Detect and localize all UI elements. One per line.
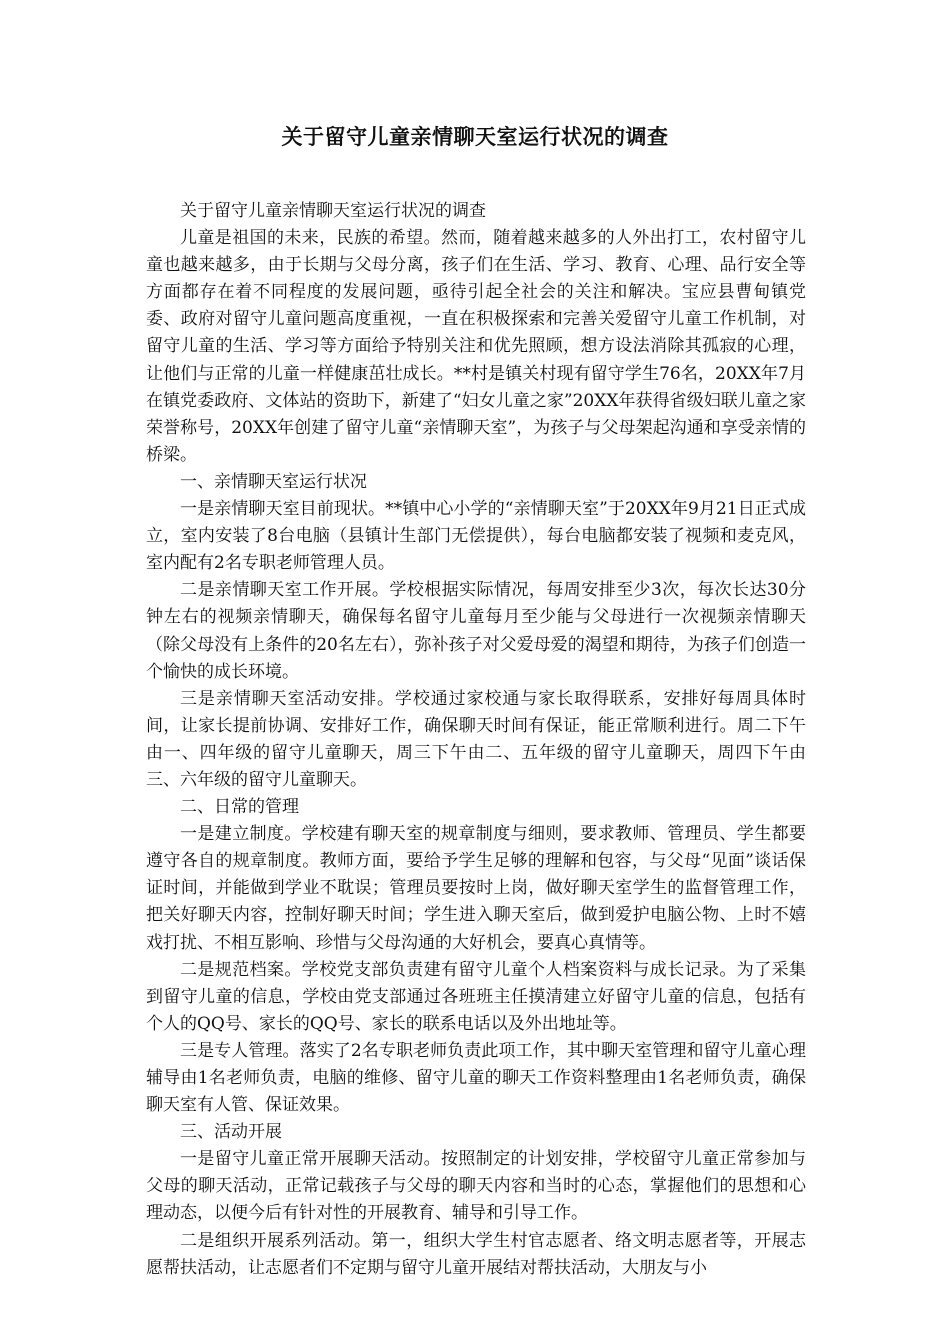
paragraph-intro: 儿童是祖国的未来，民族的希望。然而，随着越来越多的人外出打工，农村留守儿童也越来越多，由于长期与父母分离，孩子们在生活、学习、教育、心理、品行安全等方面都存在着不同程度的发展问题，亟待引起全社会的关注和解决。宝应县曹甸镇党委、政府对留守儿童问题高度重视，一直在积极探索和完善关爱留守儿童工作机制，对留守儿童的生活、学习等方面给予特别关注和优先照顾，想方设法消除其孤寂的心理，让他们与正常的儿童一样健康茁壮成长。**村是镇关村现有留守学生76名，20XX年7月在镇党委政府、文体站的资助下，新建了“妇女儿童之家”20XX年获得省级妇联儿童之家荣誉称号，20XX年创建了留守儿童“亲情聊天室”，为孩子与父母架起沟通和享受亲情的桥梁。: [146, 228, 806, 465]
paragraph: 一是亲情聊天室目前现状。**镇中心小学的“亲情聊天室”于20XX年9月21日正式成立，室内安装了8台电脑（县镇计生部门无偿提供），每台电脑都安装了视频和麦克风，室内配有2名专职老师管理人员。: [146, 499, 806, 574]
paragraph-subtitle: 关于留守儿童亲情聊天室运行状况的调查: [180, 201, 486, 221]
paragraph: 一是留守儿童正常开展聊天活动。按照制定的计划安排，学校留守儿童正常参加与父母的聊天活动，正常记载孩子与父母的聊天内容和当时的心态，掌握他们的思想和心理动态，以便今后有针对性的开展教育、辅导和引导工作。: [146, 1149, 806, 1224]
paragraph: 三是专人管理。落实了2名专职老师负责此项工作，其中聊天室管理和留守儿童心理辅导由1名老师负责，电脑的维修、留守儿童的聊天工作资料整理由1名老师负责，确保聊天室有人管、保证效果。: [146, 1040, 806, 1116]
section-heading-2: 二、日常的管理: [180, 797, 299, 818]
paragraph: 二是规范档案。学校党支部负责建有留守儿童个人档案资料与成长记录。为了采集到留守儿童的信息，学校由党支部通过各班班主任摸清建立好留守儿童的信息，包括有个人的QQ号、家长的QQ号、家长的联系电话以及外出地址等。: [146, 959, 806, 1034]
document-body: [146, 198, 806, 1282]
document-title: 关于留守儿童亲情聊天室运行状况的调查: [281, 124, 669, 149]
section-heading-3: 三、活动开展: [180, 1122, 282, 1143]
paragraph: 三是亲情聊天室活动安排。学校通过家校通与家长取得联系，安排好每周具体时间，让家长提前协调、安排好工作，确保聊天时间有保证，能正常顺利进行。周二下午由一、四年级的留守儿童聊天，周三下午由二、五年级的留守儿童聊天，周四下午由三、六年级的留守儿童聊天。: [146, 688, 806, 790]
section-heading-1: 一、亲情聊天室运行状况: [180, 471, 367, 492]
paragraph: 二是亲情聊天室工作开展。学校根据实际情况，每周安排至少3次，每次长达30分钟左右的视频亲情聊天，确保每名留守儿童每月至少能与父母进行一次视频亲情聊天（除父母没有上条件的20名左右），弥补孩子对父爱母爱的渴望和期待，为孩子们创造一个愉快的成长环境。: [146, 580, 806, 682]
paragraph: 一是建立制度。学校建有聊天室的规章制度与细则，要求教师、管理员、学生都要遵守各自的规章制度。教师方面，要给予学生足够的理解和包容，与父母“见面”谈话保证时间，并能做到学业不耽误；管理员要按时上岗，做好聊天室学生的监督管理工作，把关好聊天内容，控制好聊天时间；学生进入聊天室后，做到爱护电脑公物、上时不嬉戏打扰、不相互影响、珍惜与父母沟通的大好机会，要真心真情等。: [146, 824, 806, 953]
paragraph: 二是组织开展系列活动。第一，组织大学生村官志愿者、络文明志愿者等，开展志愿帮扶活动，让志愿者们不定期与留守儿童开展结对帮扶活动，大朋友与小: [146, 1230, 806, 1278]
